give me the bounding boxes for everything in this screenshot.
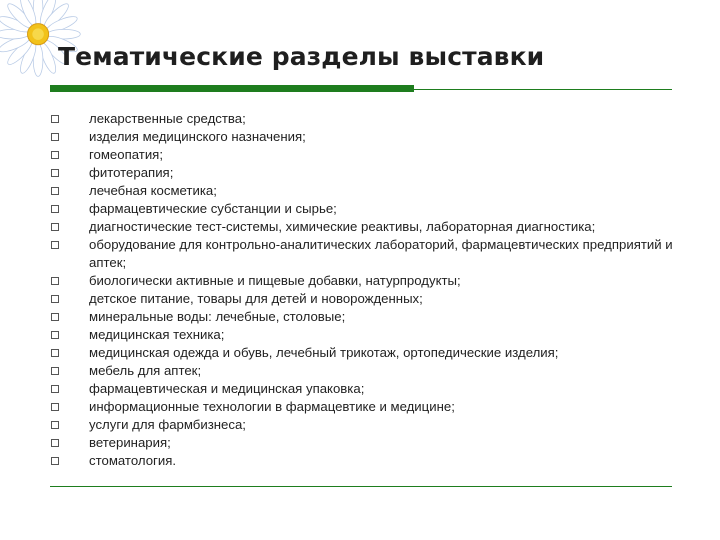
list-item [50,290,690,308]
bullet-icon [51,133,59,141]
list-item [50,164,690,182]
list-item [50,398,690,416]
bullet-icon [51,205,59,213]
list-item-text: ветеринария; [89,435,171,450]
list-item-text: минеральные воды: лечебные, столовые; [89,309,346,324]
bullet-icon [51,313,59,321]
bullet-icon [51,349,59,357]
bullet-icon [51,421,59,429]
list-item-text: детское питание, товары для детей и новорожденных; [89,291,423,306]
list-item-text: услуги для фармбизнеса; [89,417,246,432]
bullet-icon [51,403,59,411]
bullet-icon [51,331,59,339]
title-underline-thick [50,85,414,92]
bullet-icon [51,187,59,195]
list-item-text: фитотерапия; [89,165,174,180]
bullet-icon [51,115,59,123]
list-item [50,218,690,236]
list-item-text: фармацевтические субстанции и сырье; [89,201,337,216]
list-item-text: лечебная косметика; [89,183,217,198]
list-item [50,146,690,164]
list-item [50,110,690,128]
list-item-text: гомеопатия; [89,147,163,162]
list-item [50,236,690,272]
list-item-text: диагностические тест-системы, химические реактивы, лабораторная диагностика; [89,219,596,234]
bullet-icon [51,241,59,249]
bullet-icon [51,439,59,447]
list-item-text: лекарственные средства; [89,111,246,126]
list-item [50,326,690,344]
list-item [50,200,690,218]
list-item [50,272,690,290]
list-item [50,416,690,434]
list-item-text: оборудование для контрольно-аналитических лабораторий, фармацевтических предприятий и аптек; [89,237,673,270]
topic-list [50,110,690,470]
list-item-text: изделия медицинского назначения; [89,129,306,144]
list-item [50,344,690,362]
bullet-icon [51,367,59,375]
bullet-icon [51,151,59,159]
list-item [50,128,690,146]
bullet-icon [51,295,59,303]
list-item-text: информационные технологии в фармацевтике и медицине; [89,399,455,414]
list-item-text: мебель для аптек; [89,363,202,378]
bottom-divider [50,486,672,487]
list-item [50,380,690,398]
list-item-text: фармацевтическая и медицинская упаковка; [89,381,365,396]
slide-title: Тематические разделы выставки [58,42,545,71]
bullet-icon [51,457,59,465]
list-item [50,452,690,470]
bullet-icon [51,277,59,285]
list-item [50,434,690,452]
bullet-icon [51,223,59,231]
list-item-text: медицинская одежда и обувь, лечебный трикотаж, ортопедические изделия; [89,345,559,360]
bullet-icon [51,385,59,393]
list-item-text: биологически активные и пищевые добавки, натурпродукты; [89,273,461,288]
list-item [50,362,690,380]
list-item [50,308,690,326]
title-underline-thin [414,89,672,90]
list-item-text: стоматология. [89,453,177,468]
list-item-text: медицинская техника; [89,327,225,342]
list-item [50,182,690,200]
bullet-icon [51,169,59,177]
